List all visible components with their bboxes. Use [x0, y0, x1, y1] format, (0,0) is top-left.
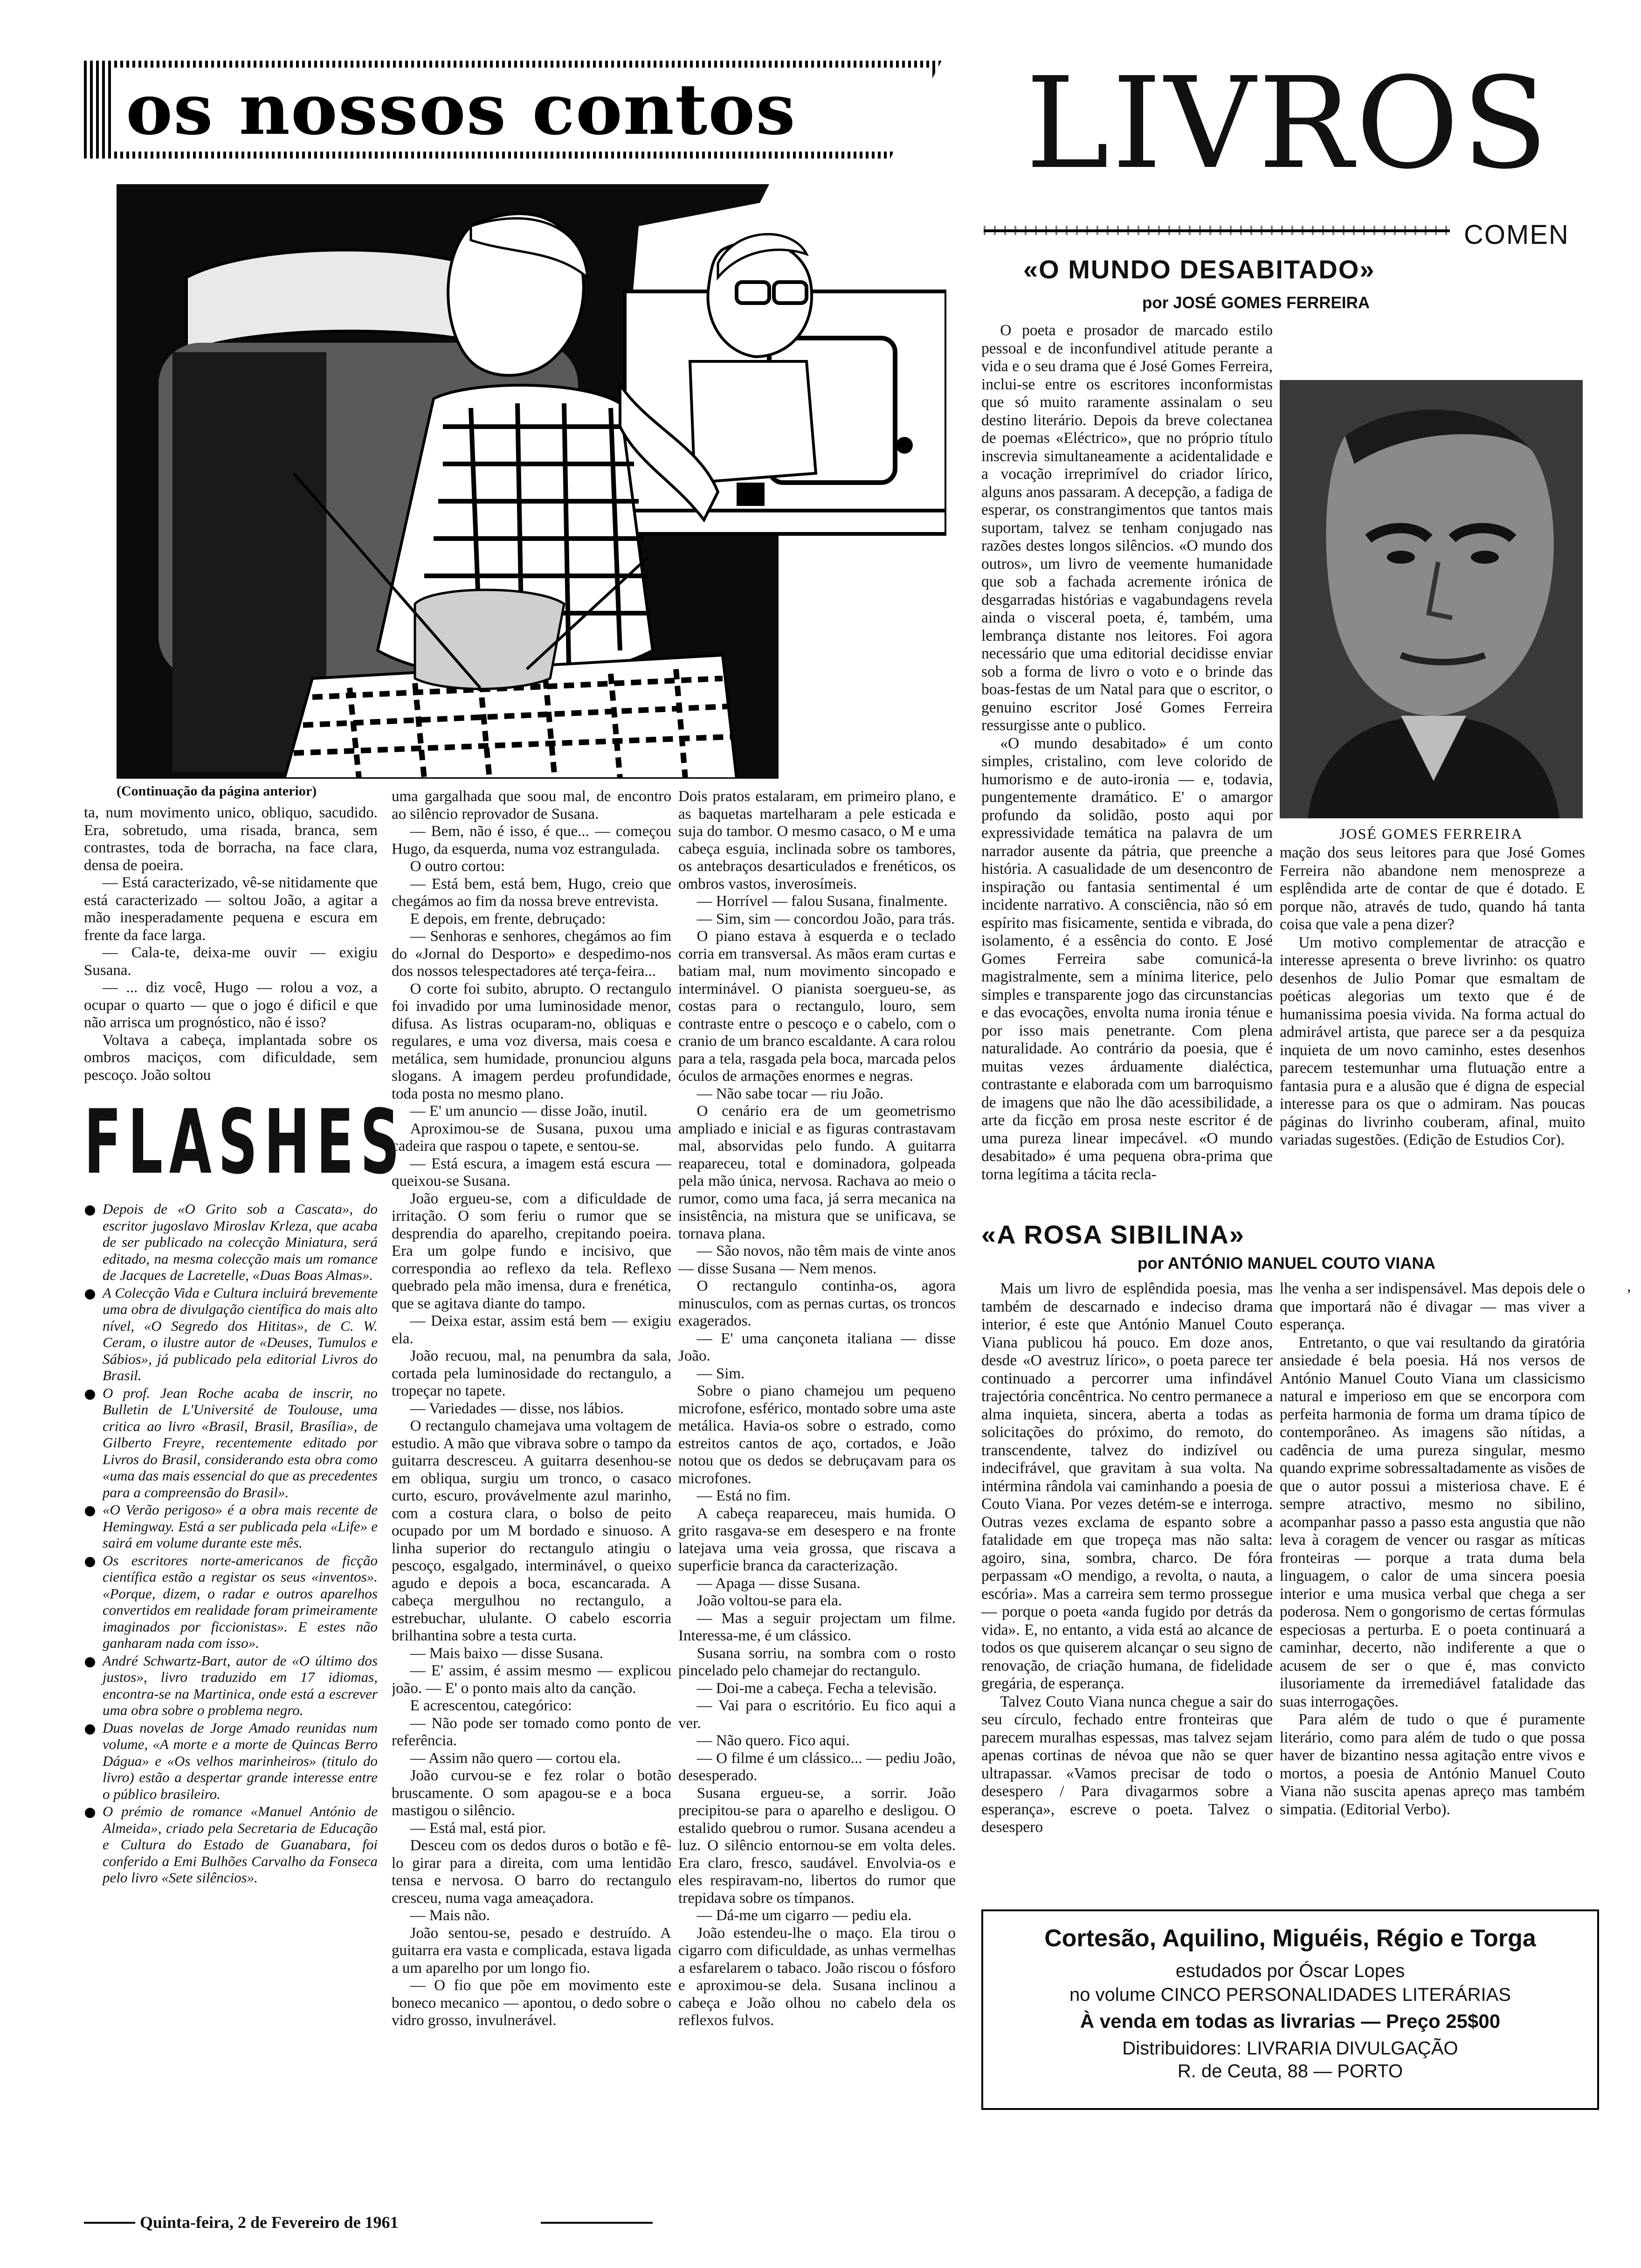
- author-photo: [1280, 380, 1583, 818]
- story-column-2: [392, 788, 671, 2210]
- livros-rule-dots: [984, 226, 1450, 235]
- paragraph: E acrescentou, categórico:: [410, 1697, 572, 1714]
- ad-price: À venda em todas as livrarias — Preço 25$00: [1080, 2010, 1501, 2032]
- paragraph: — E' assim, é assim mesmo — explicou joão. — E' o ponto mais alto da canção.: [392, 1662, 671, 1697]
- paragraph: — Bem, não é isso, é que... — começou Hugo, da esquerda, numa voz estrangulada.: [392, 823, 671, 857]
- livros-heading: LIVROS: [1026, 56, 1551, 191]
- paragraph: — Está no fim.: [696, 1487, 791, 1504]
- paragraph: João estendeu-lhe o maço. Ela tirou o cigarro com dificuldade, as unhas vermelhas a esfarelarem o tabaco. João riscou o fósforo e aproximou-se dela. Susana inclinou a cabeça e João olhou no cabelo dela os reflexos fulvos.: [678, 1924, 956, 2029]
- paragraph: — Não sabe tocar — riu João.: [696, 1085, 884, 1102]
- flash-item: Depois de «O Grito sob a Cascata», do escritor jugoslavo Miroslav Krleza, que acaba de ser publicado na colecção Miniatura, será editado, na mesma colecção mais um romance de Jacques de Lacretelle, «Duas Boas Almas».: [84, 1201, 378, 1284]
- paragraph: — Está bem, está bem, Hugo, creio que chegámos ao fim da nossa breve entrevista.: [392, 875, 671, 910]
- paragraph: — Cala-te, deixa-me ouvir — exigiu Susana.: [84, 944, 378, 979]
- paragraph: lhe venha a ser indispensável. Mas depois dele o que importará não é divagar — mas viver a esperança.: [1280, 1280, 1585, 1333]
- story-column-3: [678, 788, 956, 2210]
- paragraph: O rectangulo continha-os, agora minusculos, com as pernas curtas, os troncos exagerados.: [678, 1278, 956, 1329]
- paragraph: Sobre o piano chamejou um pequeno microfone, esférico, montado sobre uma aste metálica. Havia-os sobre o estrado, como estreitos cantos de aço, cortados, e João notou que os dedos se debruçavam para os microfones.: [678, 1383, 956, 1487]
- paragraph: Dois pratos estalaram, em primeiro plano, e as baquetas martelharam a pele esticada e suja do tambor. O mesmo casaco, o M e uma cabeça esguia, inclinada sobre os tambores, os antebraços desarticulados e frenéticos, os ombros vastos, inverosímeis.: [678, 788, 956, 892]
- paragraph: mação dos seus leitores para que José Gomes Ferreira não abandone nem menospreze a esplêndida arte de contar de que é dotado. E porque não, através de tudo, quando há tanta coisa que vale a pena dizer?: [1280, 844, 1585, 933]
- continuation-label: (Continuação da página anterior): [117, 783, 317, 799]
- paragraph: — Está escura, a imagem está escura — queixou-se Susana.: [392, 1155, 671, 1189]
- paragraph: ta, num movimento unico, obliquo, sacudido. Era, sobretudo, uma risada, branca, sem contrastes, toda de borracha, na face clara, densa de poeira.: [84, 804, 378, 874]
- paragraph: O piano estava à esquerda e o teclado corria em transversal. As mãos eram curtas e batiam mal, num movimento sincopado e interminável. O pianista soergueu-se, as costas para o rectangulo, louro, sem contraste entre o pescoço e o cabelo, com o cranio de um branco escaldante. A cara rolou para a tela, rasgada pela boca, marcada pelos óculos de armações enormes e negras.: [678, 928, 956, 1085]
- paragraph: Para além de tudo o que é puramente literário, como para além de tudo o que possa haver de bizantino nessa agitação entre vivos e mortos, a poesia de António Manuel Couto Viana não suscita apenas apreço mas também simpatia. (Editorial Verbo).: [1280, 1711, 1585, 1818]
- paragraph: João recuou, mal, na penumbra da sala, cortada pela luminosidade do rectangulo, a tropeçar no tapete.: [392, 1348, 671, 1399]
- paragraph: — Mais baixo — disse Susana.: [410, 1645, 603, 1662]
- book-advertisement: [981, 1909, 1599, 2110]
- paragraph: — Não quero. Fico aqui.: [696, 1732, 850, 1749]
- paragraph: E depois, em frente, debruçado:: [410, 910, 606, 927]
- paragraph: — Mais não.: [410, 1907, 490, 1924]
- flashes-list: [84, 1201, 378, 1887]
- paragraph: «O mundo desabitado» é um conto simples, cristalino, com leve colorido de humorismo e de auto-ironia — e, todavia, pungentemente dramático. E' o amargor profundo da solidão, posto aqui por expressividade temática na palavra de um narrador ausente da pátria, que preenche a história. A casualidade de um desencontro de inspiração ou fantasia sentimental é um incidente narrativo. A consciência, não só em espírito mas fisicamente, sentida e vibrada, do isolamento, é a essência do conto. E José Gomes Ferreira sabe comunicá-la magistralmente, sem a mínima literice, pelo simples e transparente jogo das circunstancias e das evocações, envolta numa ironia ténue e por isso mais penetrante. Com plena naturalidade. Ao contrário da poesia, que é muitas vezes árduamente dialéctica, contrastante e elaborada com um barroquismo de imagens que não lhe dão acessibilidade, a arte da ficção em prosa neste escritor é de uma pureza linear impecável. «O mundo desabitado» é uma pequena obra-prima que torna legítima a tácita recla-: [981, 734, 1273, 1183]
- paragraph: — Mas a seguir projectam um filme. Interessa-me, é um clássico.: [678, 1610, 956, 1644]
- review-2-title: «A ROSA SIBILINA»: [981, 1220, 1245, 1249]
- review-1-column-b: [1280, 844, 1585, 1231]
- dateline-rule-right: [541, 2222, 653, 2224]
- paragraph: — Não pode ser tomado como ponto de referência.: [392, 1715, 671, 1749]
- flash-item: A Colecção Vida e Cultura incluirá brevemente uma obra de divulgação científica do mais alto nível, «O Segredo dos Hititas», de C. W. Ceram, o ilustre autor de «Deuses, Tumulos e Sábios», já publicado pela editorial Livros do Brasil.: [84, 1285, 378, 1384]
- paragraph: Voltava a cabeça, implantada sobre os ombros maciços, com dificuldade, sem pescoço. João soltou: [84, 1031, 378, 1084]
- review-1-title: «O MUNDO DESABITADO»: [1023, 255, 1375, 284]
- story-column-1: [84, 804, 378, 1084]
- paragraph: O outro cortou:: [410, 858, 505, 875]
- paragraph: Desceu com os dedos duros o botão e fê-lo girar para a direita, com uma lentidão tensa e nervosa. O barro do rectangulo cresceu, numa vaga ameaçadora.: [392, 1837, 671, 1907]
- paragraph: — Está mal, está pior.: [410, 1819, 546, 1837]
- paragraph: João sentou-se, pesado e destruído. A guitarra era vasta e complicada, estava ligada a um aparelho por um longo fio.: [392, 1924, 671, 1977]
- dateline-rule-left: [84, 2222, 135, 2224]
- review-1-author: por JOSÉ GOMES FERREIRA: [1142, 294, 1370, 312]
- ad-address: R. de Ceuta, 88 — PORTO: [1177, 2061, 1403, 2081]
- paragraph: O poeta e prosador de marcado estilo pessoal e de inconfundivel atitude perante a vida e o seu drama que é José Gomes Ferreira, inclui-se entre os escritores inconformistas que só muito raramente assinalam o seu destino literário. Depois da breve colectanea de poemas «Eléctrico», que no próprio título inscrevia simultaneamente a acidentalidade e a vocação irreprimível do criador lírico, alguns anos passaram. A decepção, a fadiga de esperar, os constrangimentos que tantos mais suportam, talvez se tenham conjugado nas razões destes longos silêncios. «O mundo dos outros», um livro de veemente humanidade que sob a fachada acremente irónica de desgarradas histórias e vagabundagens revela ainda o visceral poeta, é, também, uma lembrança distante nos leitores. Foi agora necessário que uma editorial decidisse enviar sob a forma de livro o voto e o brinde das boas-festas de um Natal para que o escritor, o genuino escritor José Gomes Ferreira ressurgisse ante o publico.: [981, 322, 1273, 734]
- paragraph: — E' uma cançoneta italiana — disse João.: [678, 1330, 956, 1364]
- paragraph: — Está caracterizado, vê-se nitidamente que está caracterizado — soltou João, a agitar a mão inesperadamente pequena e escura em frente da face larga.: [84, 874, 378, 944]
- paragraph: Talvez Couto Viana nunca chegue a sair do seu círculo, fechado entre fronteiras que parecem muralhas espessas, mas talvez sejam apenas cortinas de névoa que não se quer ultrapassar. «Vamos precisar de todo o desespero / Para divagarmos sobre a esperança», escreve o poeta. Talvez o desespero: [981, 1693, 1273, 1836]
- review-1-column-a: [981, 322, 1273, 1222]
- flash-item: Os escritores norte-americanos de ficção científica estão a registar os seus «inventos». «Porque, dizem, o radar e outros aparelhos convertidos em realidade foram primeiramente imaginados por ficcionistas». E estes não ganharam nada com isso».: [84, 1552, 378, 1652]
- photo-caption: JOSÉ GOMES FERREIRA: [1339, 825, 1523, 842]
- ad-studied-by: estudados por Óscar Lopes: [1175, 1961, 1405, 1981]
- contos-heading: os nossos contos: [112, 68, 932, 152]
- paragraph: Aproximou-se de Susana, puxou uma cadeira que raspou o tapete, e sentou-se.: [392, 1120, 671, 1155]
- paragraph: — Dá-me um cigarro — pediu ela.: [696, 1907, 912, 1924]
- flash-item: Duas novelas de Jorge Amado reunidas num volume, «A morte e a morte de Quincas Berro Dágua» e «Os velhos marinheiros» (titulo do livro) estão a despertar grande interesse entre o público brasileiro.: [84, 1720, 378, 1803]
- paragraph: — Senhoras e senhores, chegámos ao fim do «Jornal do Desporto» e despedimo-nos dos nossos telespectadores até terça-feira...: [392, 928, 671, 980]
- flash-item: «O Verão perigoso» é a obra mais recente de Hemingway. Está a ser publicada pela «Life» e sairá em volume durante este mês.: [84, 1501, 378, 1551]
- livros-subheading: COMEN: [1464, 220, 1569, 250]
- paragraph: O corte foi subito, abrupto. O rectangulo foi invadido por uma luminosidade menor, difusa. As listras ocuparam-no, obliquas e regulares, e uma voz diversa, mais coesa e metálica, sem humidade, pronunciou alguns slogans. A imagem perdeu profundidade, toda posta no mesmo plano.: [392, 980, 671, 1102]
- review-2-column-b: [1280, 1280, 1585, 1881]
- paragraph: — Sim, sim — concordou João, para trás.: [696, 910, 955, 927]
- paragraph: O cenário era de um geometrismo ampliado e inicial e as figuras contrastavam mal, absorvidas pelo fundo. A guitarra reapareceu, total e dominadora, golpeada pela mão única, nervosa. Rachava ao meio o rumor, como uma faca, já serra mecanica na insistência, na mistura que se unificava, se tornava plana.: [678, 1103, 956, 1242]
- paragraph: uma gargalhada que soou mal, de encontro ao silêncio reprovador de Susana.: [392, 788, 671, 823]
- ad-volume: no volume CINCO PERSONALIDADES LITERÁRIAS: [1069, 1984, 1511, 2005]
- paragraph: João voltou-se para ela.: [696, 1592, 842, 1609]
- paragraph: Entretanto, o que vai resultando da giratória ansiedade é bela poesia. Há nos versos de António Manuel Couto Viana um classicismo natural e imperioso em que se encorpora com perfeita harmonia de forma um drama típico de contemporâneo. As imagens são nítidas, a cadência de uma pureza singular, mesmo quando exprime sobressaltadamente as visões de que o autor possui a misteriosa chave. E é sempre atractivo, mesmo no sibilino, acompanhar passo a passo esta angustia que não leva à coragem de vencer ou rasgar as míticas fronteiras — porque a trata duma bela linguagem, o calor de uma sincera poesia interior e uma musica verbal que chega a ser poderosa. Nem o gongorismo de certas fórmulas especiosas a perturba. E o poeta continuará a caminhar, decerto, não indiferente a que o acusem de ser o que é, mas convicto ilusoriamente da irremediável fatalidade das suas interrogações.: [1280, 1334, 1585, 1710]
- paragraph: — E' um anuncio — disse João, inutil.: [410, 1103, 648, 1120]
- stray-mark: ,: [1627, 1278, 1631, 1295]
- paragraph: A cabeça reapareceu, mais humida. O grito rasgava-se em desespero e na fronte latejava uma veia grossa, que riscava a superficie branca da caracterização.: [678, 1505, 956, 1574]
- flash-item: André Schwartz-Bart, autor de «O último dos justos», livro traduzido em 17 idiomas, encontra-se na Martinica, onde está a escrever uma obra sobre o problema negro.: [84, 1653, 378, 1719]
- paragraph: — Deixa estar, assim está bem — exigiu ela.: [392, 1313, 671, 1347]
- flash-item: O prof. Jean Roche acaba de inscrir, no Bulletin de L'Université de Toulouse, uma critica ao livro «Brasil, Brasil, Brasília», de Gilberto Freyre, recentemente editado por Livros do Brasil, considerando esta obra como «uma das mais essencial do que as precedentes para a compreensão do Brasil».: [84, 1385, 378, 1501]
- paragraph: João ergueu-se, com a dificuldade de irritação. O som feriu o rumor que se desprendia do aparelho, crepitando poeira. Era um golpe fundo e incisivo, que correspondia ao reflexo da tela. Reflexo quebrado pela mão imensa, dura e frenética, que se agitava diante do tampo.: [392, 1190, 671, 1312]
- paragraph: Susana ergueu-se, a sorrir. João precipitou-se para o aparelho e desligou. O estalido quebrou o rumor. Susana acendeu a luz. O silêncio entornou-se em volta deles. Era claro, fresco, saudável. Envolvia-os e eles respiravam-no, libertos do rumor que trepidava sobre os tímpanos.: [678, 1784, 956, 1907]
- dateline: Quinta-feira, 2 de Fevereiro de 1961: [140, 2213, 399, 2232]
- story-illustration: [117, 184, 946, 779]
- paragraph: Susana sorriu, na sombra com o rosto pincelado pelo chamejar do rectangulo.: [678, 1645, 956, 1679]
- paragraph: — Vai para o escritório. Eu fico aqui a ver.: [678, 1697, 956, 1732]
- review-2-author: por ANTÓNIO MANUEL COUTO VIANA: [1138, 1254, 1436, 1272]
- paragraph: — Horrível — falou Susana, finalmente.: [696, 893, 948, 910]
- paragraph: — Variedades — disse, nos lábios.: [410, 1400, 624, 1417]
- paragraph: — Doi-me a cabeça. Fecha a televisão.: [696, 1680, 937, 1697]
- paragraph: — Sim.: [696, 1365, 745, 1382]
- paragraph: O rectangulo chamejava uma voltagem de estudio. A mão que vibrava sobre o tampo da guitarra descresceu. A guitarra desenhou-se em obliqua, surgiu um tronco, o casaco curto, escuro, provávelmente azul marinho, com a costura clara, o bolso de peito ocupado por um M bordado e sinuoso. A linha superior do rectangulo atingiu o pescoço, esgalgado, interminável, o queixo agudo e depois a boca, escancarada. A cabeça mergulhou no rectangulo, a estrebuchar, ululante. O cabelo escorria brilhantina sobre a testa curta.: [392, 1418, 671, 1644]
- flashes-heading: FLASHES: [84, 1091, 406, 1194]
- paragraph: Um motivo complementar de atracção e interesse apresenta o breve livrinho: os quatro desenhos de Julio Pomar que esmaltam de poéticas alegorias um texto que é de humanissima poesia vivida. Na forma actual do admirável artista, que parece ser a da pesquiza inquieta de um novo caminho, estes desenhos parecem testemunhar uma flutuação entre a fantasia pura e a alusão que é digna de especial interesse para os que o admiram. Nas poucas páginas do livrinho couberam, afinal, muito variadas sugestões. (Edição de Estudios Cor).: [1280, 933, 1585, 1148]
- paragraph: Mais um livro de esplêndida poesia, mas também de descarnado e indeciso drama interior, é este que António Manuel Couto Viana publicou há pouco. Em doze anos, desde «O avestruz lírico», o poeta parece ter continuado a percorrer uma infindável trajectória concêntrica. No centro permanece a alma inquieta, sincera, aberta a todas as solicitações do próximo, do remoto, do transcendente, talvez do indizível ou indecifrável, que gravitam à sua volta. Na intérmina rândola vai caminhando a poesia de Couto Viana. Por vezes detém-se e interroga. Outras vezes exclama de espanto sobre a fatalidade em que tropeça mas não salta: agoiro, sina, sombra, charco. De fóra perpassam «O mendigo, a revolta, o nauta, a escória». Mas a carreira sem termo prossegue — porque o poeta «anda fugido por detrás da vida». E, no entanto, a vida está ao alcance de todos os que quiserem alcançar o seu signo de renovação, de criação humana, de fidelidade gregária, de esperança.: [981, 1280, 1273, 1692]
- paragraph: — O fio que põe em movimento este boneco mecanico — apontou, o dedo sobre o vidro grosso, invulnerável.: [392, 1977, 671, 2029]
- review-2-column-a: [981, 1280, 1273, 1881]
- ad-distributors: Distribuidores: LIVRARIA DIVULGAÇÃO: [1122, 2038, 1458, 2059]
- ad-authors: Cortesão, Aquilino, Miguéis, Régio e Torga: [1044, 1925, 1536, 1952]
- paragraph: João curvou-se e fez rolar o botão bruscamente. O som apagou-se e a boca mastigou o silêncio.: [392, 1767, 671, 1819]
- paragraph: — Apaga — disse Susana.: [696, 1575, 861, 1592]
- paragraph: — ... diz você, Hugo — rolou a voz, a ocupar o quarto — que o jogo é dificil e que não arrisca um prognóstico, não é isso?: [84, 979, 378, 1031]
- paragraph: — O filme é um clássico... — pediu João, desesperado.: [678, 1749, 956, 1784]
- paragraph: — Assim não quero — cortou ela.: [410, 1749, 621, 1767]
- flash-item: O prémio de romance «Manuel António de Almeida», criado pela Secretaria de Educação e Cultura do Estado de Guanabara, foi conferido a Emi Bulhões Carvalho da Fonseca pelo livro «Sete silêncios».: [84, 1803, 378, 1886]
- paragraph: — São novos, não têm mais de vinte anos — disse Susana — Nem menos.: [678, 1243, 956, 1277]
